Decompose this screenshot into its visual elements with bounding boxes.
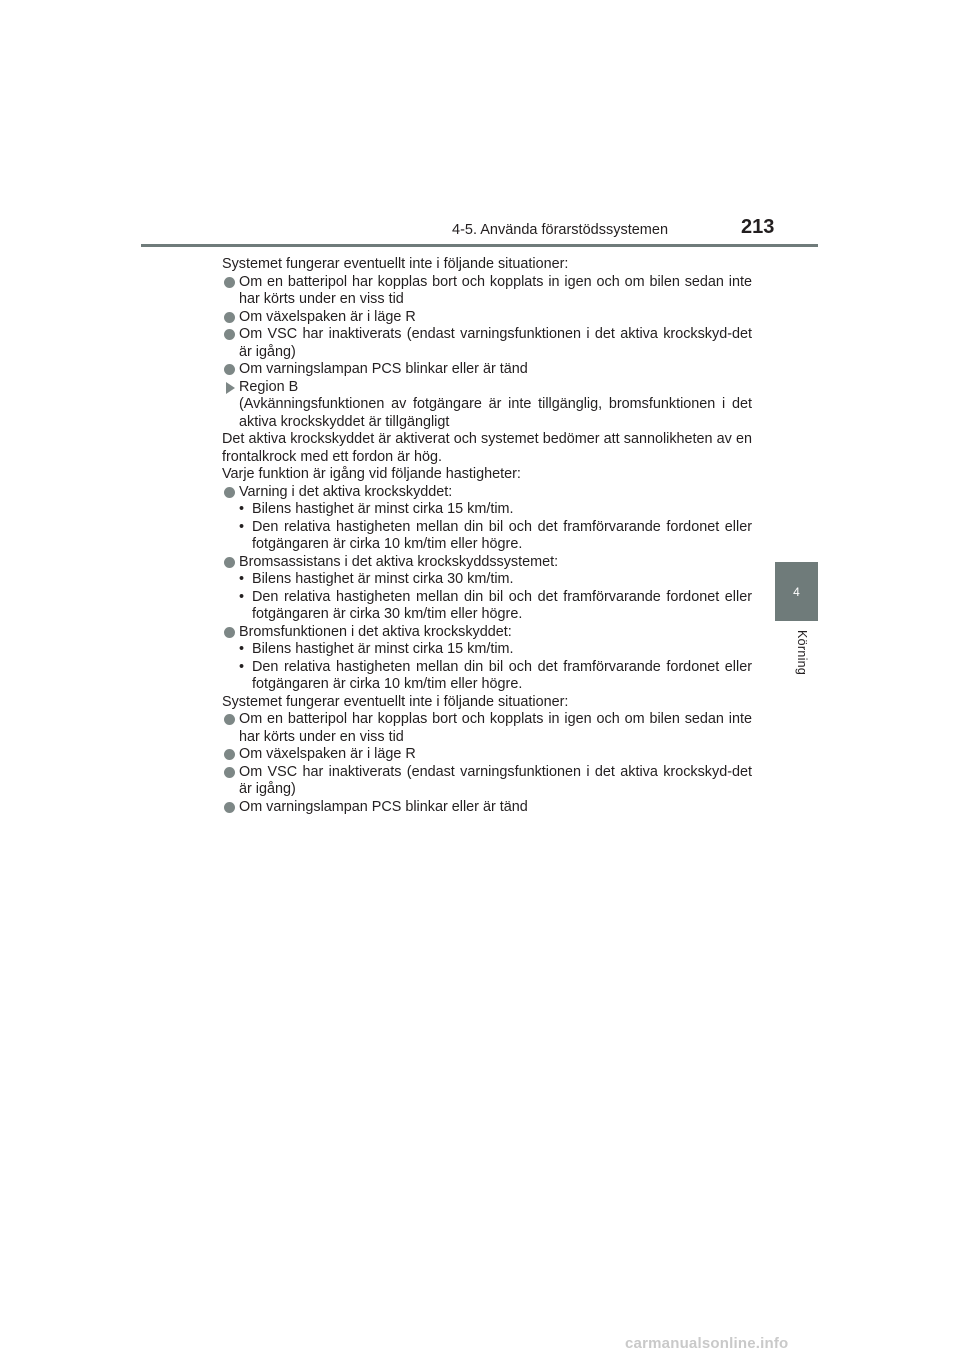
sub-list-item — [239, 589, 752, 624]
region-b-item — [222, 379, 752, 432]
list-item-text: Om VSC har inaktiverats (endast varningsfunktionen i det aktiva krockskyd-det är igång) — [239, 326, 752, 360]
bullet-dot-icon — [224, 767, 235, 778]
page-content — [222, 256, 752, 816]
list-item-text: Om VSC har inaktiverats (endast varningsfunktionen i det aktiva krockskyd-det är igång) — [239, 763, 752, 797]
sub-bullet-mark: • — [239, 588, 245, 605]
sub-list-item — [239, 519, 752, 554]
list-item-text: Om varningslampan PCS blinkar eller är tänd — [239, 361, 528, 377]
sub-bullet-mark: • — [239, 658, 245, 675]
list-item — [222, 309, 752, 327]
speed-sub-list — [222, 641, 752, 694]
list-item — [222, 326, 752, 361]
bullet-dot-icon — [224, 487, 235, 498]
list-item-text: Om växelspaken är i läge R — [239, 746, 416, 762]
section-title: 4-5. Använda förarstödssystemen — [452, 222, 669, 238]
speed-group-title — [222, 624, 752, 642]
list-item-text: Om växelspaken är i läge R — [239, 308, 416, 325]
chapter-tab — [775, 562, 818, 621]
sub-item-text: Bilens hastighet är minst cirka 15 km/tim. — [252, 641, 514, 657]
speed-group-title-text: Bromsfunktionen i det aktiva krockskyddet: — [239, 623, 512, 640]
sub-bullet-mark: • — [239, 641, 245, 657]
bullet-dot-icon — [224, 714, 235, 725]
active-paragraph: Det aktiva krockskyddet är aktiverat och systemet bedömer att sannolikheten av en frontalkrock med ett fordon är hög. — [222, 431, 752, 465]
sub-item-text: Den relativa hastigheten mellan din bil och det framförvarande fordonet eller fotgängaren är cirka 10 km/tim eller högre. — [252, 658, 752, 692]
sub-bullet-mark: • — [239, 571, 245, 587]
bullet-dot-icon — [224, 749, 235, 760]
sub-list-item — [239, 501, 752, 519]
intro-paragraph: Systemet fungerar eventuellt inte i följande situationer: — [222, 256, 569, 272]
bullet-dot-icon — [224, 312, 235, 323]
watermark: carmanualsonline.info — [625, 1335, 789, 1352]
chapter-label: Körning — [795, 630, 809, 676]
speed-sub-list — [222, 501, 752, 554]
list-item-text: Om en batteripol har kopplas bort och kopplats in igen och om bilen sedan inte har körts under en viss tid — [239, 711, 752, 745]
bullet-dot-icon — [224, 557, 235, 568]
sub-list-item — [239, 659, 752, 694]
list-item — [222, 746, 752, 764]
sub-item-text: Den relativa hastigheten mellan din bil och det framförvarande fordonet eller fotgängaren är cirka 30 km/tim eller högre. — [252, 588, 752, 622]
list-item — [222, 274, 752, 309]
bullet-dot-icon — [224, 329, 235, 340]
bullet-dot-icon — [224, 364, 235, 375]
list-item — [222, 799, 752, 817]
list-item-text: Om varningslampan PCS blinkar eller är tänd — [239, 798, 528, 815]
chapter-number: 4 — [793, 584, 800, 599]
header-divider — [141, 244, 818, 247]
region-b-title: Region B — [239, 378, 299, 395]
sub-item-text: Bilens hastighet är minst cirka 30 km/tim. — [252, 571, 514, 587]
sub-item-text: Den relativa hastigheten mellan din bil och det framförvarande fordonet eller fotgängaren är cirka 10 km/tim eller högre. — [252, 518, 752, 552]
sub-list-item — [239, 641, 752, 659]
triangle-arrow-icon — [226, 382, 235, 394]
speed-group-title-text: Bromsassistans i det aktiva krockskyddssystemet: — [239, 553, 559, 570]
list-item — [222, 361, 752, 379]
speed-group-title-text: Varning i det aktiva krockskyddet: — [239, 483, 453, 500]
list-item — [222, 711, 752, 746]
intro-paragraph-2: Systemet fungerar eventuellt inte i följande situationer: — [222, 693, 569, 710]
speed-sub-list — [222, 571, 752, 624]
sub-bullet-mark: • — [239, 518, 245, 535]
bullet-dot-icon — [224, 627, 235, 638]
speed-group-title — [222, 484, 752, 502]
sub-bullet-mark: • — [239, 501, 245, 517]
sub-list-item — [239, 571, 752, 589]
region-b-text: (Avkänningsfunktionen av fotgängare är inte tillgänglig, bromsfunktionen i det aktiva krockskyddet är tillgängligt — [239, 396, 752, 430]
bullet-dot-icon — [224, 802, 235, 813]
bullet-dot-icon — [224, 277, 235, 288]
page-number: 213 — [741, 216, 775, 238]
speeds-paragraph: Varje funktion är igång vid följande hastigheter: — [222, 466, 521, 482]
speed-group-title — [222, 554, 752, 572]
list-item — [222, 764, 752, 799]
list-item-text: Om en batteripol har kopplas bort och kopplats in igen och om bilen sedan inte har körts under en viss tid — [239, 273, 752, 307]
sub-item-text: Bilens hastighet är minst cirka 15 km/tim. — [252, 501, 514, 517]
